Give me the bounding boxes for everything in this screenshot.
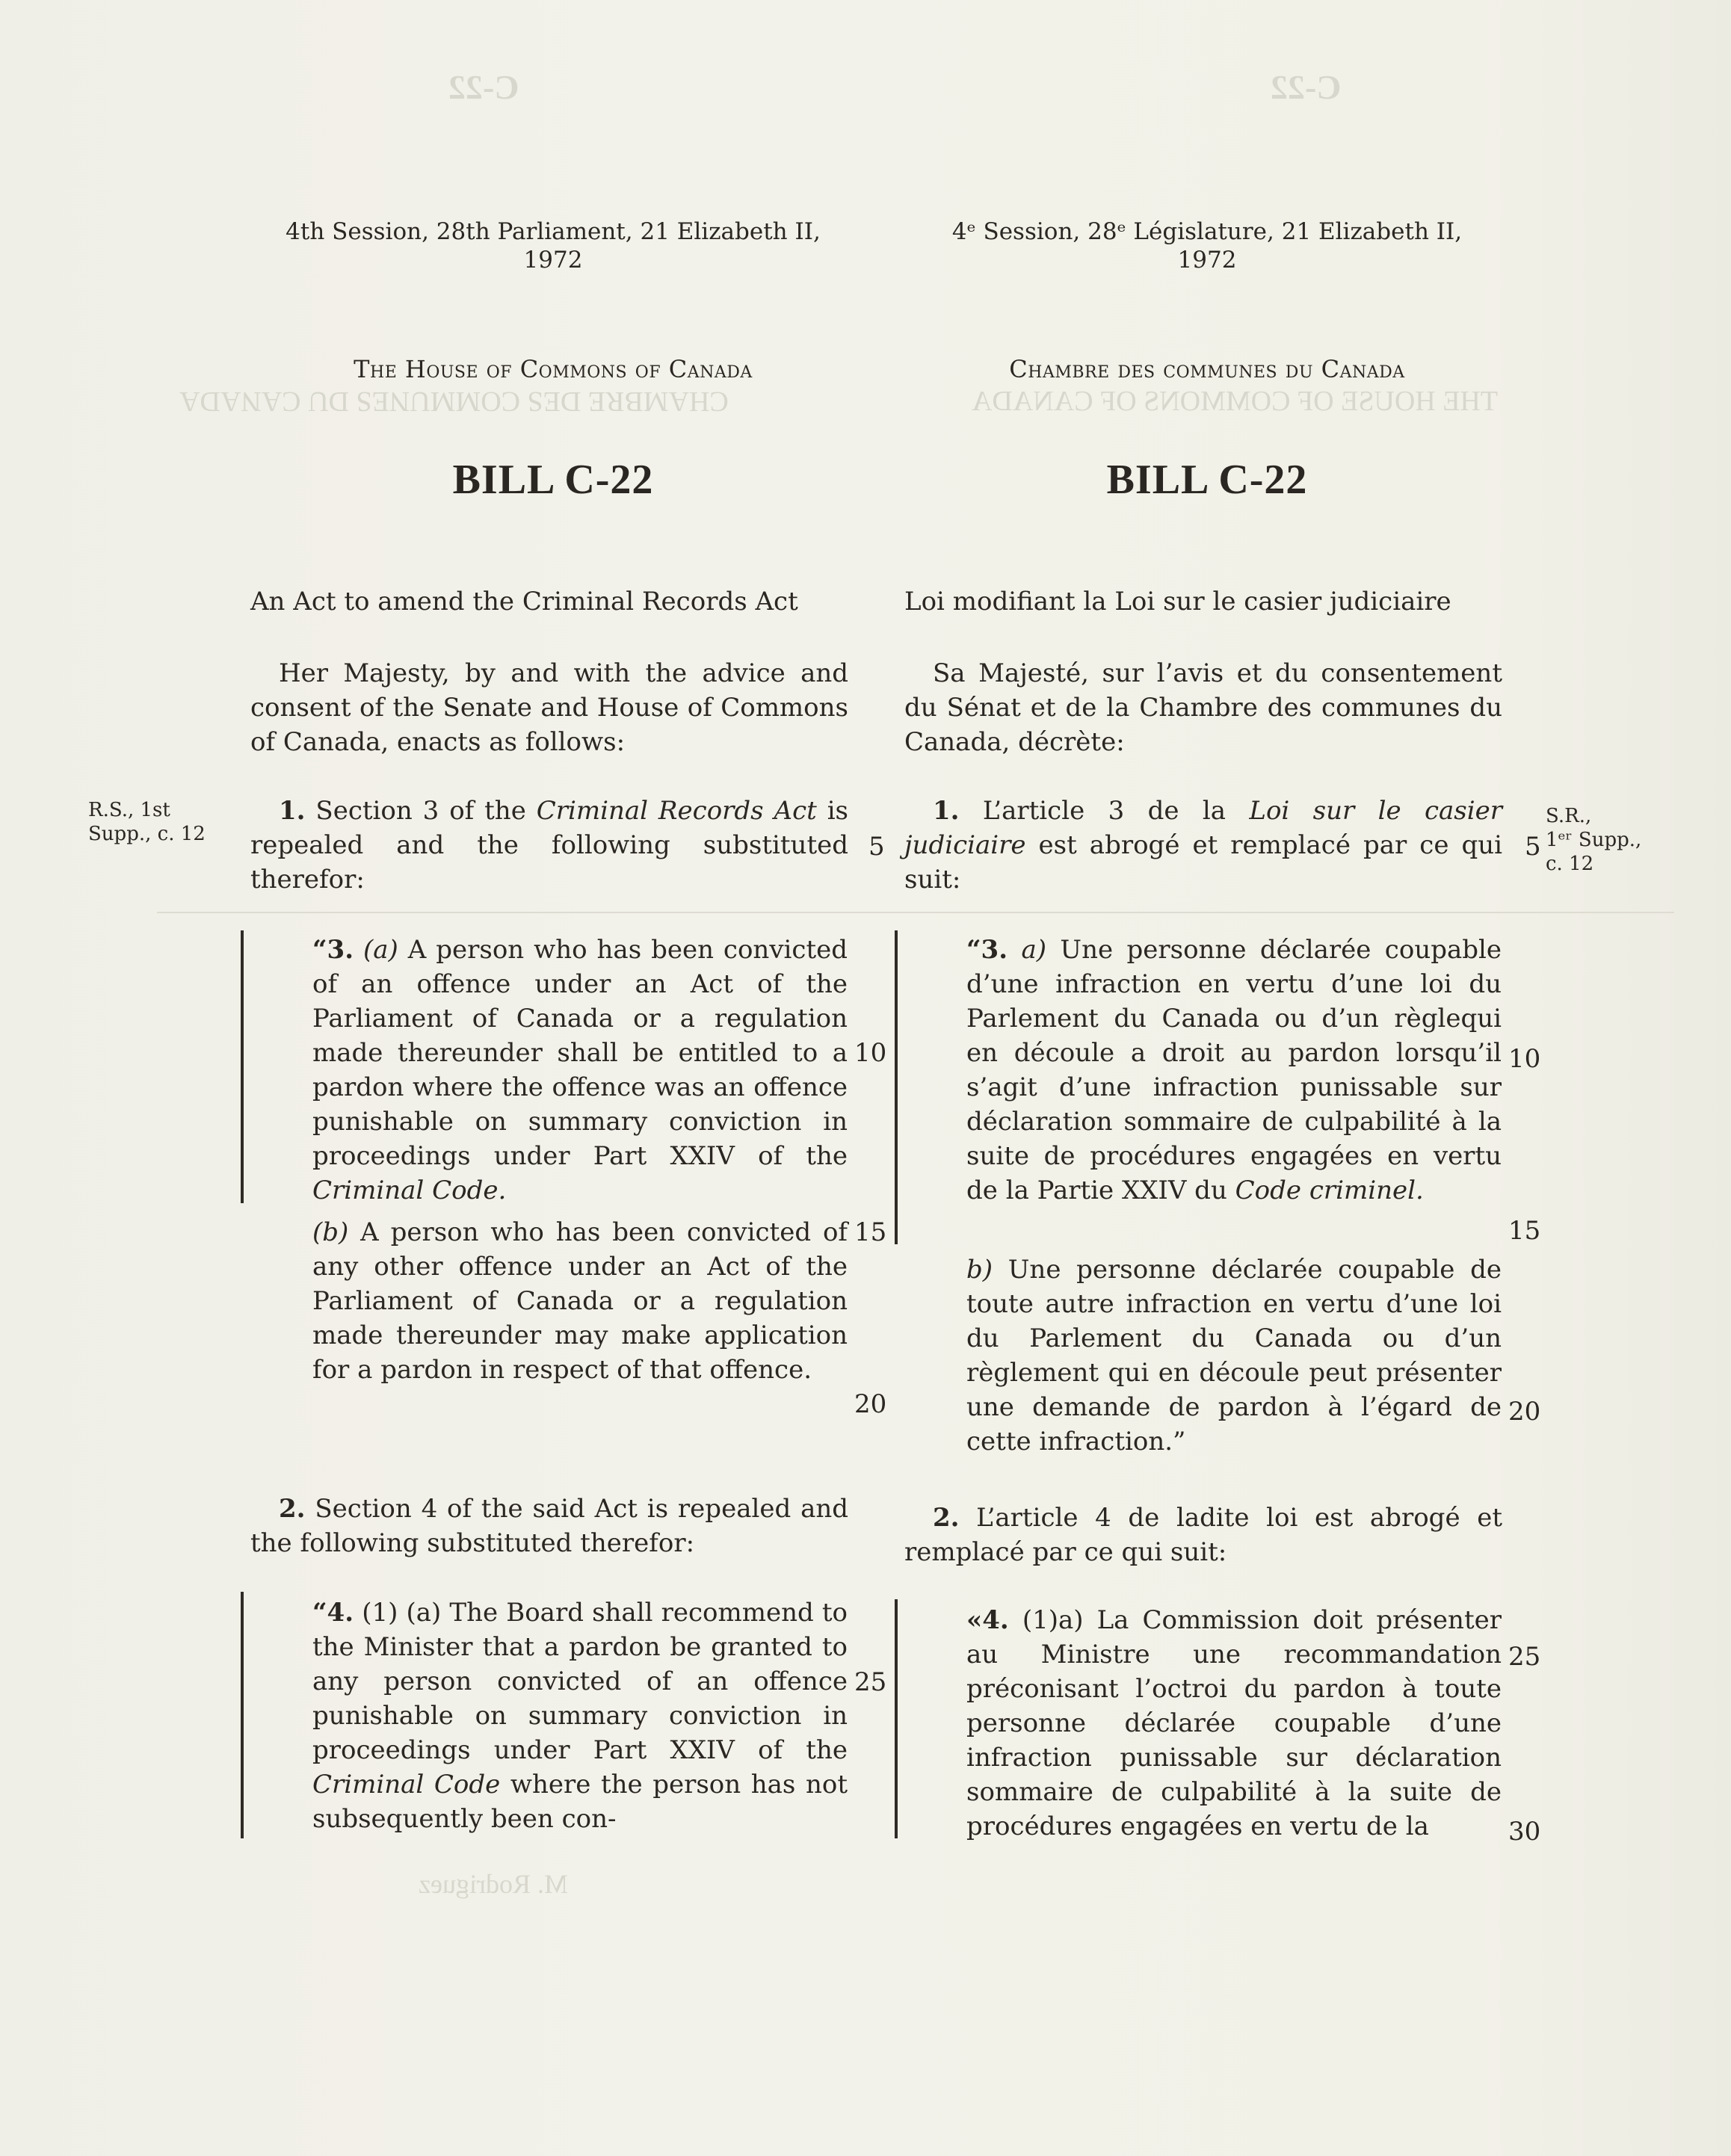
right-section-1-number: 1. — [933, 796, 960, 826]
right-section-3a-label: a) — [1021, 935, 1047, 965]
left-section-1-text-a: Section 3 of the — [315, 796, 526, 826]
left-margin-note-line2: Supp., c. 12 — [88, 823, 206, 845]
show-through-chambre: CHAMBRE DES COMMUNES DU CANADA — [179, 386, 729, 417]
right-section-3a-code: Code criminel. — [1235, 1176, 1424, 1205]
left-section-1 — [250, 794, 848, 897]
right-section-4 — [966, 1603, 1502, 1844]
right-section-1-text-b: est abrogé et remplacé par ce qui suit: — [904, 830, 1502, 895]
left-margin-note — [88, 798, 230, 846]
right-section-1-text-a: L’article 3 de la — [982, 796, 1226, 826]
left-section-3b-label: (b) — [312, 1217, 349, 1247]
left-line-number-5: 5 — [868, 832, 885, 862]
right-section-4-text: La Commission doit présenter au Ministre une recommandation préconisant l’octroi du pardon à toute personne déclarée coupable d’une infraction punissable sur déclaration sommaire de culpabilité à la suite de procédures engagées en vertu de la — [966, 1605, 1502, 1841]
left-section-2-number: 2. — [279, 1494, 306, 1524]
left-enacting-clause — [250, 656, 848, 759]
show-through-house: THE HOUSE OF COMMONS OF CANADA — [972, 386, 1499, 417]
right-margin-note-line3: c. 12 — [1546, 853, 1594, 875]
left-section-4-text-b: where the person has not subsequently been con- — [312, 1770, 848, 1834]
left-section-3a-code: Criminal Code. — [312, 1176, 507, 1205]
right-section-3-b — [966, 1252, 1502, 1459]
right-enacting-text: Sa Majesté, sur l’avis et du consentement du Sénat et de la Chambre des communes du Canada, décrète: — [904, 658, 1502, 757]
left-house-heading: The House of Commons of Canada — [354, 355, 753, 383]
show-through-code-right: C-22 — [1271, 68, 1342, 106]
right-section-1-act: Loi sur le casier judiciaire — [904, 796, 1502, 860]
left-act-title: An Act to amend the Criminal Records Act — [250, 587, 798, 617]
right-bill-number: BILL C-22 — [1106, 457, 1308, 503]
right-section-2-text: L’article 4 de ladite loi est abrogé et remplacé par ce qui suit: — [904, 1503, 1502, 1567]
left-section-4 — [312, 1596, 848, 1836]
right-enacting-clause — [904, 656, 1502, 759]
right-section-3b-label: b) — [966, 1255, 993, 1285]
left-amendment-bar-2 — [241, 1592, 244, 1838]
right-section-4-label: (1)a) — [1022, 1605, 1084, 1635]
left-line-number-25: 25 — [854, 1667, 887, 1697]
left-margin-note-line1: R.S., 1st — [88, 799, 170, 821]
right-house-heading: Chambre des communes du Canada — [1009, 355, 1405, 383]
left-year: 1972 — [523, 247, 583, 274]
right-act-title: Loi modifiant la Loi sur le casier judiciaire — [904, 587, 1451, 617]
right-session: 4ᵉ Session, 28ᵉ Législature, 21 Elizabeth II, — [951, 218, 1463, 245]
left-section-1-text-b: is repealed and the following substituted therefor: — [250, 796, 849, 895]
left-session: 4th Session, 28th Parliament, 21 Elizabeth II, — [286, 218, 821, 245]
right-margin-note — [1546, 804, 1658, 876]
left-section-3-b — [312, 1215, 848, 1387]
left-enacting-text: Her Majesty, by and with the advice and consent of the Senate and House of Commons of Canada, enacts as follows: — [250, 658, 848, 757]
right-section-2-number: 2. — [933, 1503, 960, 1533]
left-section-4-code: Criminal Code — [312, 1770, 501, 1800]
right-amendment-bar-1 — [895, 930, 898, 1244]
right-amendment-bar-2 — [895, 1599, 898, 1838]
right-section-2 — [904, 1501, 1502, 1569]
left-section-1-act: Criminal Records Act — [536, 796, 817, 826]
right-margin-note-line1: S.R., — [1546, 805, 1592, 827]
right-margin-note-line2: 1ᵉʳ Supp., — [1546, 829, 1642, 851]
left-section-2-text: Section 4 of the said Act is repealed and the following substituted therefor: — [250, 1494, 848, 1558]
left-bill-number: BILL C-22 — [452, 457, 654, 503]
left-section-4-number: “4. — [312, 1598, 354, 1628]
left-section-1-number: 1. — [279, 796, 306, 826]
left-section-4-text-a: The Board shall recommend to the Minister that a pardon be granted to any person convicted of an offence punishable on summary conviction in proceedings under Part XXIV of the — [312, 1598, 848, 1765]
left-section-3b-text: A person who has been convicted of any other offence under an Act of the Parliament of Canada or a regulation made thereunder may make application for a pardon in respect of that offence. — [312, 1217, 848, 1385]
show-through-name: M. Rodriguez — [419, 1869, 568, 1899]
right-line-number-30: 30 — [1508, 1817, 1541, 1847]
left-amendment-bar-1 — [241, 930, 244, 1203]
right-line-number-25: 25 — [1508, 1642, 1541, 1672]
left-line-number-20: 20 — [854, 1389, 887, 1419]
left-section-3-a — [312, 933, 848, 1208]
left-section-3a-label: (a) — [363, 935, 398, 965]
left-section-2 — [250, 1492, 848, 1560]
right-section-1 — [904, 794, 1502, 897]
left-section-3-number: “3. — [312, 935, 354, 965]
left-section-3a-text: A person who has been convicted of an offence under an Act of the Parliament of Canada or a regulation made thereunder shall be entitled to a pardon where the offence was an offence punishable on summary conviction in proceedings under Part XXIV of the — [312, 935, 848, 1171]
show-through-rule — [157, 912, 1674, 913]
right-line-number-20: 20 — [1508, 1397, 1541, 1427]
right-section-4-number: «4. — [966, 1605, 1009, 1635]
left-section-4-label: (1) (a) — [362, 1598, 442, 1628]
left-line-number-15: 15 — [854, 1217, 887, 1247]
right-section-3-number: “3. — [966, 935, 1008, 965]
show-through-code-left: C-22 — [448, 68, 519, 106]
right-line-number-5: 5 — [1525, 832, 1541, 862]
right-section-3b-text: Une personne déclarée coupable de toute autre infraction en vertu d’une loi du Parlement du Canada ou d’un règlement qui en découle peut présenter une demande de pardon à l’égard de cette infraction.” — [966, 1255, 1502, 1457]
left-line-number-10: 10 — [854, 1038, 887, 1068]
right-line-number-15: 15 — [1508, 1216, 1541, 1246]
right-section-3a-text: Une personne déclarée coupable d’une infraction en vertu d’une loi du Parlement du Canada ou d’un règlequi en découle a droit au pardon lorsqu’il s’agit d’une infraction punissable sur déclaration sommaire de culpabilité à la suite de procédures engagées en vertu de la Partie XXIV du — [966, 935, 1502, 1205]
right-section-3-a — [966, 933, 1502, 1208]
right-line-number-10: 10 — [1508, 1044, 1541, 1074]
right-year: 1972 — [1177, 247, 1237, 274]
